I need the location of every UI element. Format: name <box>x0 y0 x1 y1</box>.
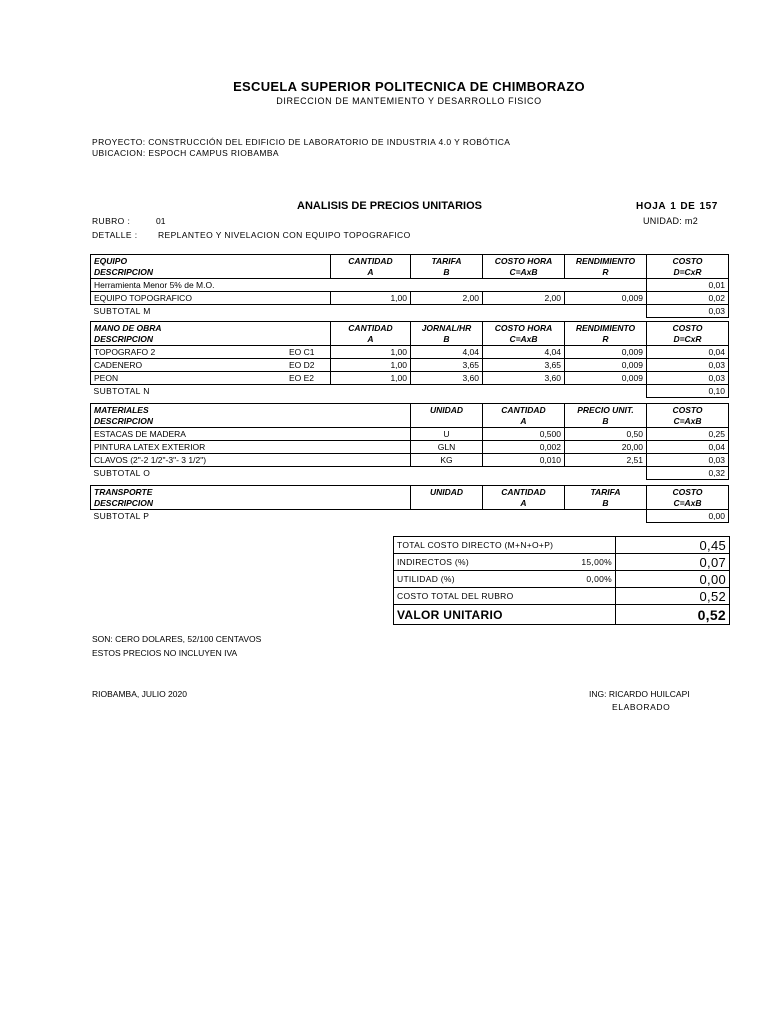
table-row <box>91 428 729 441</box>
equipo-header-tarifa <box>411 255 483 279</box>
subtotal-o-value: 0,32 <box>647 467 729 480</box>
place-date: RIOBAMBA, JULIO 2020 <box>92 689 187 699</box>
materiales-precio: 20,00 <box>565 441 647 454</box>
mano-obra-cantidad: 1,00 <box>331 346 411 359</box>
subtotal-n-value: 0,10 <box>647 385 729 398</box>
mano-obra-header-cantidad <box>331 322 411 346</box>
mano-obra-costo: 0,04 <box>647 346 729 359</box>
materiales-cantidad: 0,500 <box>483 428 565 441</box>
mano-obra-rendimiento: 0,009 <box>565 359 647 372</box>
equipo-desc: Herramienta Menor 5% de M.O. <box>91 279 647 292</box>
column-header-line: D=CxR <box>673 267 702 277</box>
column-header-line: TARIFA <box>590 487 621 497</box>
subtotal-p-label: SUBTOTAL P <box>93 511 150 522</box>
column-header-line: R <box>602 267 609 277</box>
equipo-header-costo-hora <box>483 255 565 279</box>
column-header-line: COSTO HORA <box>494 256 553 266</box>
column-header-line: COSTO HORA <box>494 323 553 333</box>
column-header-line: CANTIDAD <box>501 487 546 497</box>
column-header-line: CANTIDAD <box>348 256 393 266</box>
mano-obra-cantidad: 1,00 <box>331 372 411 385</box>
materiales-precio: 2,51 <box>565 454 647 467</box>
mano-obra-desc: PEON EO E2 <box>91 372 331 385</box>
indirectos-label: INDIRECTOS (%) <box>394 554 560 571</box>
materiales-costo: 0,03 <box>647 454 729 467</box>
total-directo-value: 0,45 <box>616 537 730 554</box>
column-header-line: A <box>367 267 374 277</box>
costo-total-value: 0,52 <box>616 588 730 605</box>
column-header-line: DESCRIPCION <box>94 267 154 277</box>
equipo-header-desc <box>91 255 331 279</box>
mano-obra-costo: 0,03 <box>647 359 729 372</box>
column-header-line: B <box>602 416 609 426</box>
materiales-unidad: KG <box>411 454 483 467</box>
rubro-label: RUBRO : <box>92 216 131 226</box>
costo-total-label: COSTO TOTAL DEL RUBRO <box>394 588 616 605</box>
mano-obra-costo: 0,03 <box>647 372 729 385</box>
analysis-title: ANALISIS DE PRECIOS UNITARIOS <box>297 200 482 212</box>
mano-obra-table <box>90 321 729 398</box>
materiales-header-unidad <box>411 404 483 428</box>
sheet-of: DE <box>680 201 696 212</box>
column-header-line: JORNAL/HR <box>421 323 472 333</box>
column-header-line: UNIDAD <box>429 405 464 415</box>
detalle-label: DETALLE : <box>92 230 138 240</box>
mano-obra-costo-hora: 4,04 <box>483 346 565 359</box>
materiales-precio: 0,50 <box>565 428 647 441</box>
transporte-header-cantidad <box>483 486 565 510</box>
materiales-cantidad: 0,010 <box>483 454 565 467</box>
column-header-line <box>414 416 479 427</box>
table-row <box>91 454 729 467</box>
transporte-header-unidad <box>411 486 483 510</box>
table-row <box>91 292 729 305</box>
mano-obra-rendimiento: 0,009 <box>565 346 647 359</box>
column-header-line: C=AxB <box>509 267 538 277</box>
column-header-line: A <box>367 334 374 344</box>
column-header-line: MATERIALES <box>94 405 149 415</box>
column-header-line: MANO DE OBRA <box>94 323 162 333</box>
subtotal-row <box>91 510 729 523</box>
column-header-line: COSTO <box>672 256 703 266</box>
institution-title: ESCUELA SUPERIOR POLITECNICA DE CHIMBORAZO <box>233 79 585 94</box>
rubro-value: 01 <box>156 216 166 226</box>
equipo-header-costo <box>647 255 729 279</box>
column-header-line: DESCRIPCION <box>94 498 154 508</box>
utilidad-label: UTILIDAD (%) <box>394 571 560 588</box>
table-row <box>91 372 729 385</box>
materiales-desc: ESTACAS DE MADERA <box>91 428 411 441</box>
mano-obra-rendimiento: 0,009 <box>565 372 647 385</box>
transporte-table <box>90 485 729 523</box>
table-row <box>91 359 729 372</box>
column-header-line: RENDIMIENTO <box>575 256 636 266</box>
subtotal-n-label: SUBTOTAL N <box>93 386 150 397</box>
equipo-tarifa: 2,00 <box>411 292 483 305</box>
subtotal-m-value: 0,03 <box>647 305 729 318</box>
materiales-desc: PINTURA LATEX EXTERIOR <box>91 441 411 454</box>
materiales-header-cantidad <box>483 404 565 428</box>
column-header-line: CANTIDAD <box>501 405 546 415</box>
materiales-costo: 0,25 <box>647 428 729 441</box>
column-header-line: TARIFA <box>431 256 462 266</box>
engineer-name: ING: RICARDO HUILCAPI <box>589 689 690 699</box>
mano-obra-header-rendimiento <box>565 322 647 346</box>
column-header-line: COSTO <box>672 323 703 333</box>
column-header-line: C=AxB <box>673 416 702 426</box>
valor-unitario-label: VALOR UNITARIO <box>394 605 616 625</box>
equipo-rendimiento: 0,009 <box>565 292 647 305</box>
transporte-header-tarifa <box>565 486 647 510</box>
location-line: UBICACION: ESPOCH CAMPUS RIOBAMBA <box>92 148 280 158</box>
sheet-total: 157 <box>699 201 718 212</box>
materiales-unidad: U <box>411 428 483 441</box>
mano-obra-header-desc <box>91 322 331 346</box>
column-header-line: A <box>520 416 527 426</box>
column-header-line: DESCRIPCION <box>94 334 154 344</box>
column-header-line: C=AxB <box>509 334 538 344</box>
column-header-line: A <box>520 498 527 508</box>
subtotal-row <box>91 467 729 480</box>
column-header-line <box>414 498 479 509</box>
elaborado-label: ELABORADO <box>612 702 671 712</box>
column-header-line: UNIDAD <box>429 487 464 497</box>
mano-obra-jornal: 3,60 <box>411 372 483 385</box>
column-header-line: B <box>602 498 609 508</box>
utilidad-value: 0,00 <box>616 571 730 588</box>
column-header-line: TRANSPORTE <box>94 487 153 497</box>
mano-obra-desc: TOPOGRAFO 2 EO C1 <box>91 346 331 359</box>
valor-unitario-value: 0,52 <box>616 605 730 625</box>
mano-obra-code: EO D2 <box>289 360 315 370</box>
column-header-line: PRECIO UNIT. <box>577 405 634 415</box>
equipo-costo: 0,01 <box>647 279 729 292</box>
sheet-number: 1 <box>670 201 677 212</box>
materiales-unidad: GLN <box>411 441 483 454</box>
mano-obra-header-costo-hora <box>483 322 565 346</box>
subtotal-m-label: SUBTOTAL M <box>93 306 151 317</box>
column-header-line: RENDIMIENTO <box>575 323 636 333</box>
totals-table <box>393 536 730 625</box>
mano-obra-code: EO E2 <box>289 373 315 383</box>
table-row <box>91 441 729 454</box>
mano-obra-jornal: 4,04 <box>411 346 483 359</box>
column-header-line: B <box>443 334 450 344</box>
column-header-line: COSTO <box>672 405 703 415</box>
column-header-line: C=AxB <box>673 498 702 508</box>
project-line: PROYECTO: CONSTRUCCIÓN DEL EDIFICIO DE LABORATORIO DE INDUSTRIA 4.0 Y ROBÓTICA <box>92 137 511 147</box>
column-header-line: EQUIPO <box>94 256 128 266</box>
equipo-header-rendimiento <box>565 255 647 279</box>
iva-note: ESTOS PRECIOS NO INCLUYEN IVA <box>92 648 238 658</box>
mano-obra-costo-hora: 3,60 <box>483 372 565 385</box>
column-header-line: B <box>443 267 450 277</box>
materiales-desc: CLAVOS (2"-2 1/2"-3"- 3 1/2") <box>91 454 411 467</box>
sheet-label: HOJA <box>636 201 667 212</box>
detalle-value: REPLANTEO Y NIVELACION CON EQUIPO TOPOGRAFICO <box>158 230 411 240</box>
amount-in-words: SON: CERO DOLARES, 52/100 CENTAVOS <box>92 634 262 644</box>
materiales-header-desc <box>91 404 411 428</box>
mano-obra-header-jornal <box>411 322 483 346</box>
column-header-line: D=CxR <box>673 334 702 344</box>
indirectos-value: 0,07 <box>616 554 730 571</box>
mano-obra-costo-hora: 3,65 <box>483 359 565 372</box>
unit-label: UNIDAD: m2 <box>643 216 699 226</box>
mano-obra-header-costo <box>647 322 729 346</box>
column-header-line: DESCRIPCION <box>94 416 154 426</box>
department-subtitle: DIRECCION DE MANTEMIENTO Y DESARROLLO FISICO <box>276 96 542 106</box>
utilidad-percent: 0,00% <box>560 571 616 588</box>
equipo-costo: 0,02 <box>647 292 729 305</box>
mano-obra-cantidad: 1,00 <box>331 359 411 372</box>
materiales-header-costo <box>647 404 729 428</box>
materiales-table <box>90 403 729 480</box>
mano-obra-code: EO C1 <box>289 347 315 357</box>
sheet-indicator <box>636 201 718 212</box>
total-directo-label: TOTAL COSTO DIRECTO (M+N+O+P) <box>394 537 616 554</box>
mano-obra-jornal: 3,65 <box>411 359 483 372</box>
column-header-line: R <box>602 334 609 344</box>
equipo-cantidad: 1,00 <box>331 292 411 305</box>
column-header-line: CANTIDAD <box>348 323 393 333</box>
subtotal-row <box>91 385 729 398</box>
table-row <box>91 346 729 359</box>
equipo-desc: EQUIPO TOPOGRAFICO <box>91 292 331 305</box>
equipo-costo-hora: 2,00 <box>483 292 565 305</box>
mano-obra-desc: CADENERO EO D2 <box>91 359 331 372</box>
subtotal-row <box>91 305 729 318</box>
column-header-line: COSTO <box>672 487 703 497</box>
materiales-costo: 0,04 <box>647 441 729 454</box>
equipo-table <box>90 254 729 318</box>
materiales-cantidad: 0,002 <box>483 441 565 454</box>
table-row <box>91 279 729 292</box>
materiales-header-precio <box>565 404 647 428</box>
equipo-header-cantidad <box>331 255 411 279</box>
indirectos-percent: 15,00% <box>560 554 616 571</box>
transporte-header-desc <box>91 486 411 510</box>
subtotal-o-label: SUBTOTAL O <box>93 468 151 479</box>
subtotal-p-value: 0,00 <box>647 510 729 523</box>
transporte-header-costo <box>647 486 729 510</box>
